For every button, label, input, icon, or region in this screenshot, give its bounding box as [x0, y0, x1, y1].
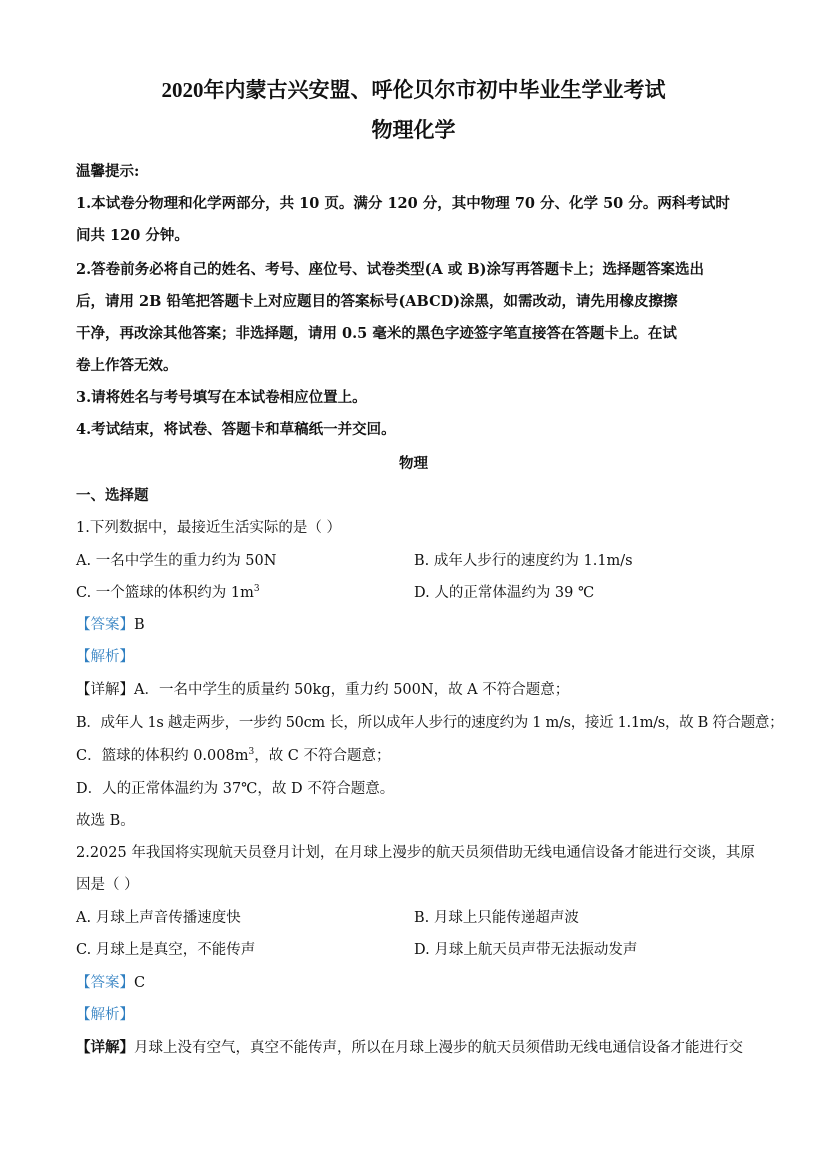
q2-option-d: D. 月球上航天员声带无法振动发声	[414, 942, 638, 958]
q2-stem-b: 因是（ ）	[76, 877, 139, 893]
q2-answer	[76, 971, 756, 992]
q2-stem-a: 2.2025 年我国将实现航天员登月计划，在月球上漫步的航天员须借助无线电通信设备才能进行交谈，其原	[76, 845, 755, 861]
subject-heading: 物理	[399, 455, 428, 472]
q1-detail-3-text: C．篮球的体积约 0.008m	[76, 748, 249, 764]
section-heading: 一、选择题	[76, 487, 149, 504]
q2-answer-tag: 【答案】	[76, 975, 134, 991]
q1-detail-3	[76, 744, 756, 765]
q2-detail-text: 月球上没有空气，真空不能传声，所以在月球上漫步的航天员须借助无线电通信设备才能进行交	[134, 1040, 743, 1056]
q2-option-c: C. 月球上是真空，不能传声	[76, 942, 256, 958]
q2-detail-tag: 【详解】	[76, 1039, 134, 1056]
notice-item-1a: 1.本试卷分物理和化学两部分，共 10 页。满分 120 分，其中物理 70 分、化学 50 分。两科考试时	[76, 195, 730, 212]
notice-heading: 温馨提示:	[76, 163, 140, 180]
q2-detail-1	[76, 1036, 756, 1057]
notice-item-2b: 后，请用 2B 铅笔把答题卡上对应题目的答案标号(ABCD)涂黑，如需改动，请先用橡皮擦擦	[76, 293, 678, 310]
q1-option-b: B. 成年人步行的速度约为 1.1m/s	[414, 553, 633, 569]
q2-option-a: A. 月球上声音传播速度快	[76, 910, 241, 926]
notice-item-1b: 间共 120 分钟。	[76, 227, 189, 244]
q1-detail-3-exponent: 3	[248, 747, 255, 758]
notice-item-2a: 2.答卷前务必将自己的姓名、考号、座位号、试卷类型(A 或 B)涂写再答题卡上；选择题答案选出	[76, 261, 704, 278]
q1-conclusion: 故选 B。	[76, 813, 135, 829]
q1-option-d: D. 人的正常体温约为 39 ℃	[414, 585, 595, 601]
q1-detail-1: 【详解】A．一名中学生的质量约 50kg，重力约 500N，故 A 不符合题意；	[76, 682, 570, 698]
q2-option-b: B. 月球上只能传递超声波	[414, 910, 579, 926]
q1-option-a: A. 一名中学生的重力约为 50N	[76, 553, 277, 569]
q2-analysis	[76, 1003, 756, 1024]
notice-item-2c: 干净，再改涂其他答案；非选择题，请用 0.5 毫米的黑色字迹签字笔直接答在答题卡上。在试	[76, 325, 677, 342]
q1-detail-4: D．人的正常体温约为 37℃，故 D 不符合题意。	[76, 781, 395, 797]
exam-title: 2020年内蒙古兴安盟、呼伦贝尔市初中毕业生学业考试	[161, 78, 666, 102]
q1-option-c	[76, 581, 406, 602]
q1-detail-3-post: ，故 C 不符合题意；	[254, 748, 391, 764]
notice-item-3: 3.请将姓名与考号填写在本试卷相应位置上。	[76, 389, 367, 406]
q1-stem: 1.下列数据中，最接近生活实际的是（ ）	[76, 520, 341, 536]
q1-option-c-exponent: 3	[253, 584, 260, 595]
q1-answer-value: B	[134, 617, 145, 633]
q2-analysis-tag: 【解析】	[76, 1007, 134, 1023]
q2-answer-value: C	[134, 975, 146, 991]
q1-answer-tag: 【答案】	[76, 617, 134, 633]
q1-analysis	[76, 645, 756, 666]
q1-analysis-tag: 【解析】	[76, 649, 134, 665]
exam-subtitle: 物理化学	[371, 118, 456, 142]
q1-detail-2: B．成年人 1s 越走两步，一步约 50cm 长，所以成年人步行的速度约为 1 m/s，接近 1.1m/s，故 B 符合题意；	[76, 715, 784, 731]
q1-answer	[76, 613, 756, 634]
q1-option-c-text: C. 一个篮球的体积约为 1m	[76, 585, 254, 601]
notice-item-2d: 卷上作答无效。	[76, 357, 178, 374]
notice-item-4: 4.考试结束，将试卷、答题卡和草稿纸一并交回。	[76, 421, 396, 438]
